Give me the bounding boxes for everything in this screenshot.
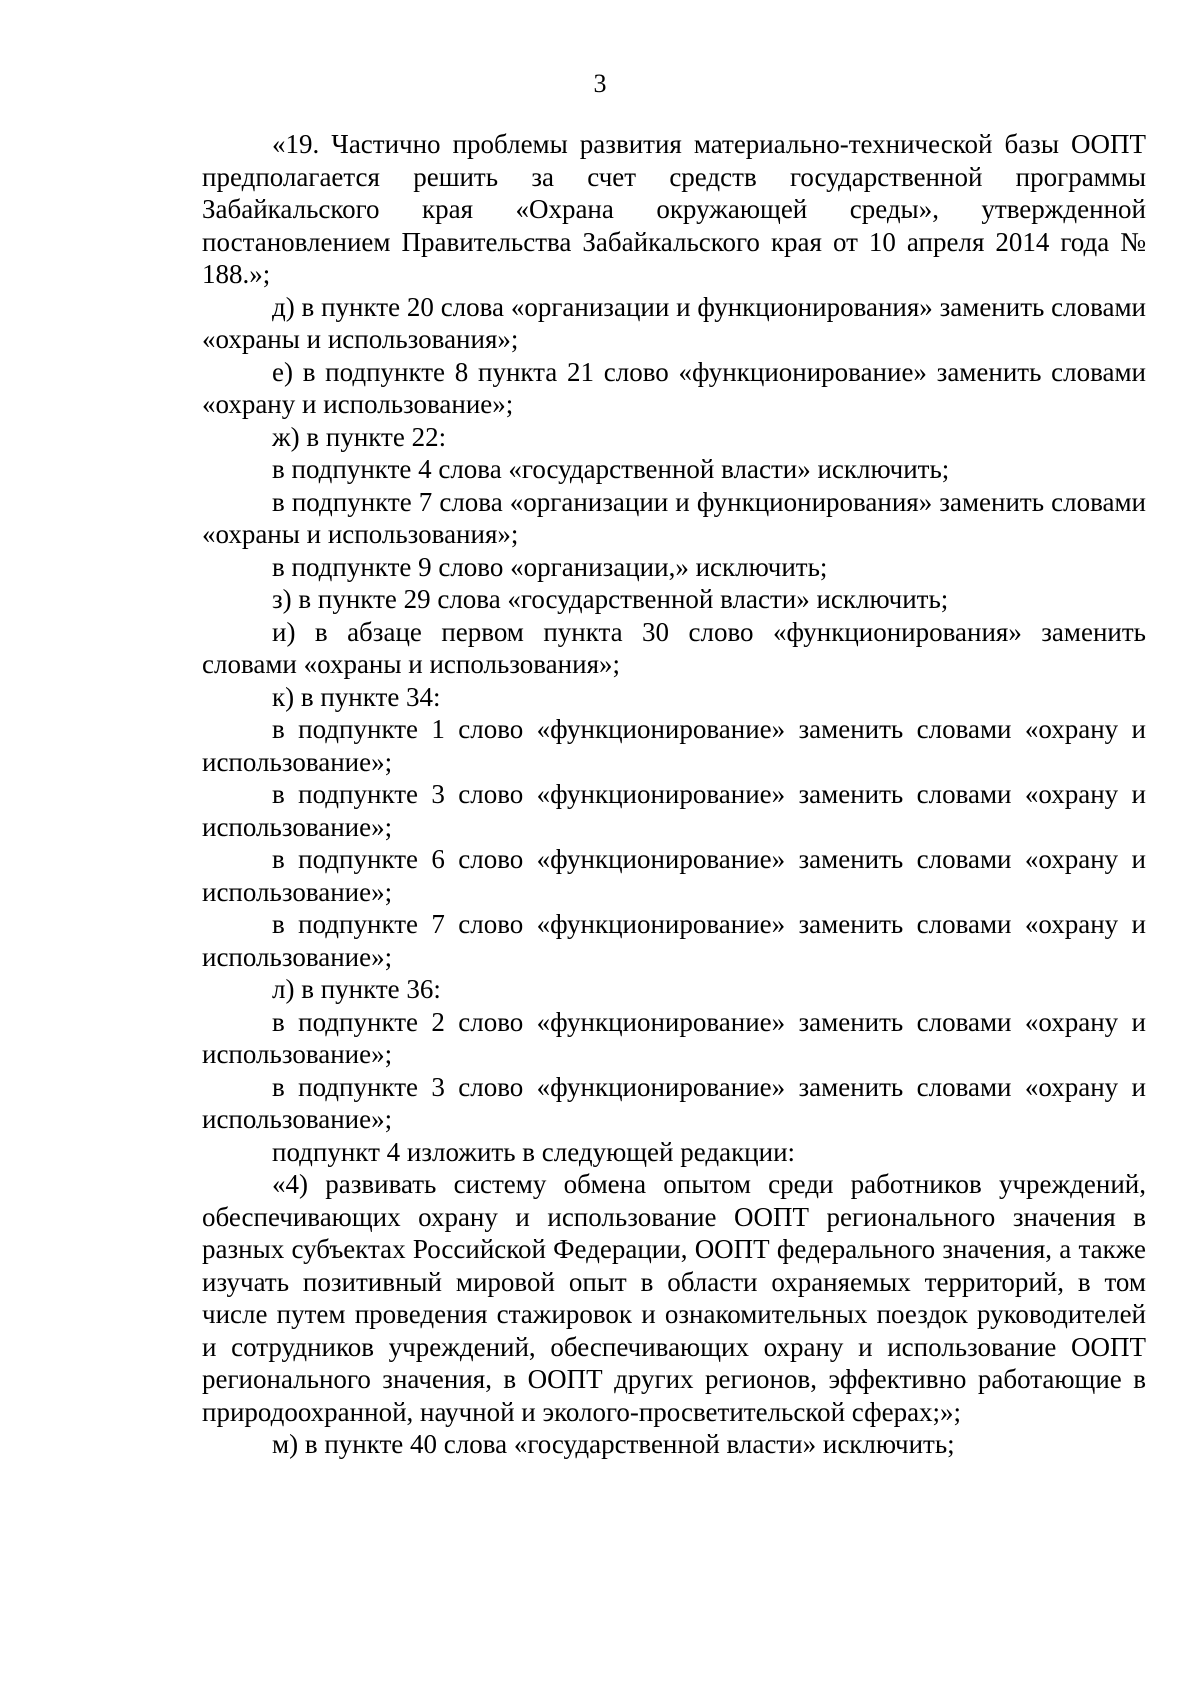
- paragraph-subitem-l: л) в пункте 36:: [272, 974, 441, 1004]
- page-number: 3: [593, 69, 607, 98]
- paragraph-subitem-d: д) в пункте 20 слова «организации и функционирования» заменить словами «охраны и использования»;: [202, 291, 1146, 354]
- paragraph-subitem-i: и) в абзаце первом пункта 30 слово «функционирования» заменить словами «охраны и использования»;: [202, 616, 1146, 679]
- paragraph-clause-36-3: в подпункте 3 слово «функционирование» заменить словами «охрану и использование»;: [202, 1071, 1146, 1134]
- document-body: [202, 128, 1146, 1461]
- paragraph-subitem-z: з) в пункте 29 слова «государственной власти» исключить;: [272, 584, 949, 614]
- paragraph-clause-22-4: в подпункте 4 слова «государственной власти» исключить;: [272, 454, 950, 484]
- paragraph-clause-22-9: в подпункте 9 слово «организации,» исключить;: [272, 551, 828, 582]
- paragraph-clause-34-1: в подпункте 1 слово «функционирование» заменить словами «охрану и использование»;: [202, 714, 1146, 777]
- paragraph-clause-36-4-text: «4) развивать систему обмена опытом среди работников учреждений, обеспечивающих охрану и использование ООПТ регионального значения в разных субъектах Российской Федерации, ООПТ федерального значения, а также изучать позитивный мировой опыт в области охраняемых территорий, в том числе путем проведения стажировок и ознакомительных поездок руководителей и сотрудников учреждений, обеспечивающих охрану и использование ООПТ регионального значения, в ООПТ других регионов, эффективно работающие в природоохранной, научной и эколого-просветительской сферах;»;: [202, 1169, 1146, 1427]
- paragraph-subitem-m: м) в пункте 40 слова «государственной власти» исключить;: [272, 1429, 955, 1459]
- paragraph-clause-34-6: в подпункте 6 слово «функционирование» заменить словами «охрану и использование»;: [202, 844, 1146, 907]
- paragraph-subitem-k: к) в пункте 34:: [272, 681, 441, 712]
- paragraph-subitem-zh: ж) в пункте 22:: [272, 421, 447, 452]
- paragraph-clause-34-3: в подпункте 3 слово «функционирование» заменить словами «охрану и использование»;: [202, 779, 1146, 842]
- paragraph-clause-36-4-intro: подпункт 4 изложить в следующей редакции:: [272, 1136, 796, 1167]
- paragraph-clause-36-2: в подпункте 2 слово «функционирование» заменить словами «охрану и использование»;: [202, 1006, 1146, 1069]
- paragraph-item-19: «19. Частично проблемы развития материально-технической базы ООПТ предполагается решить за счет средств государственной программы Забайкальского края «Охрана окружающей среды», утвержденной постановлением Правительства Забайкальского края от 10 апреля 2014 года № 188.»;: [202, 129, 1146, 289]
- paragraph-clause-22-7: в подпункте 7 слова «организации и функционирования» заменить словами «охраны и использования»;: [202, 486, 1146, 549]
- paragraph-subitem-e: е) в подпункте 8 пункта 21 слово «функционирование» заменить словами «охрану и использование»;: [202, 356, 1146, 419]
- paragraph-clause-34-7: в подпункте 7 слово «функционирование» заменить словами «охрану и использование»;: [202, 909, 1146, 972]
